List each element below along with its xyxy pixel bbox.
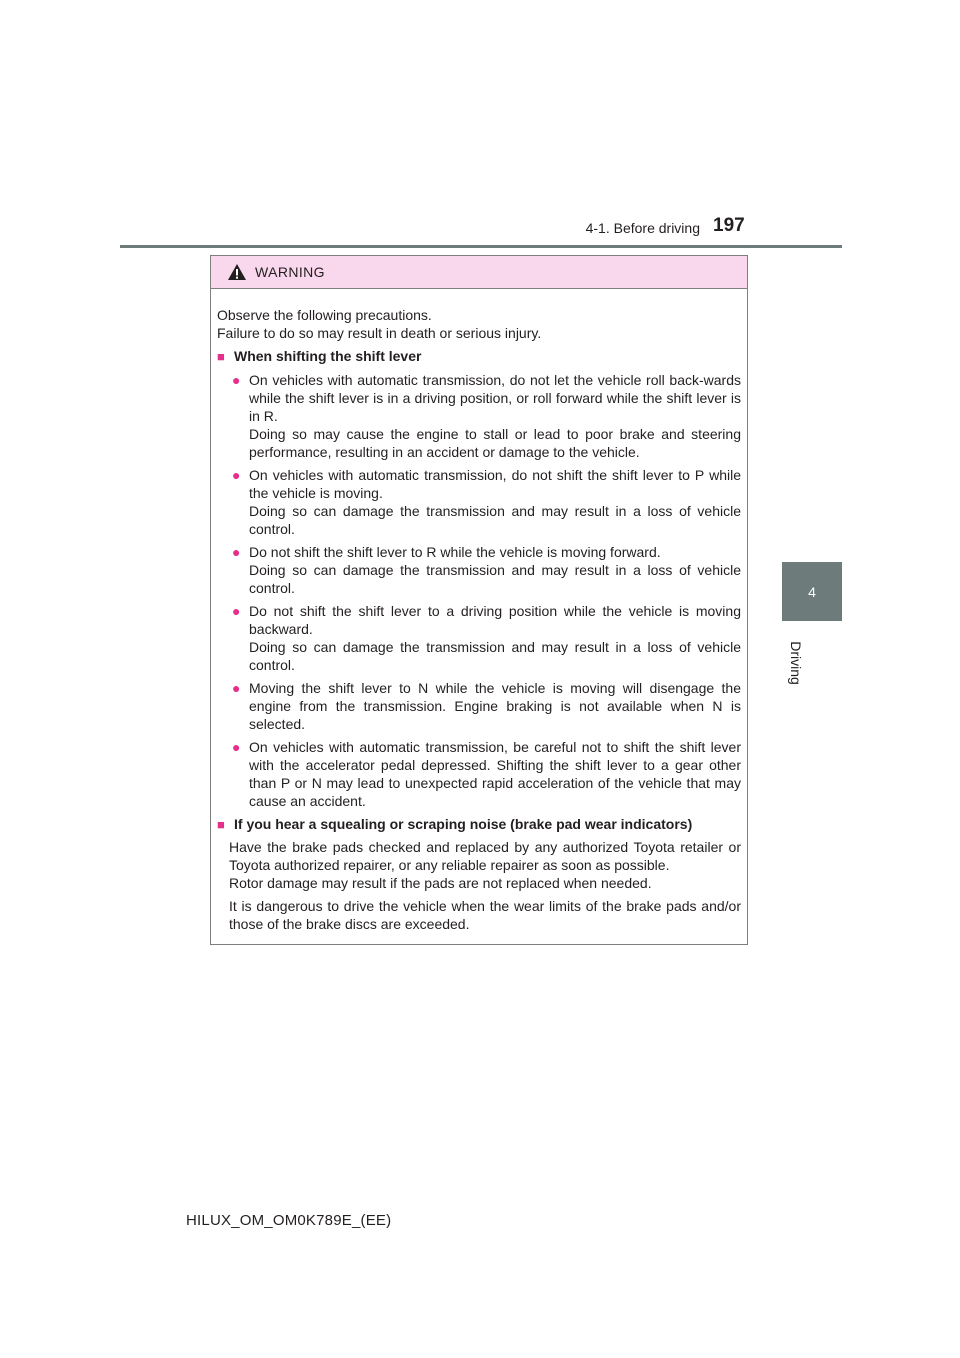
list-item	[217, 602, 741, 674]
bullet-dot-icon: ●	[232, 544, 241, 560]
bullet-text: Doing so can damage the transmission and may result in a loss of vehicle control.	[249, 503, 741, 537]
warning-intro	[217, 306, 741, 342]
section-heading-brake-noise	[217, 815, 741, 834]
section-title: 4-1. Before driving	[585, 220, 700, 236]
bullet-text: Doing so can damage the transmission and may result in a loss of vehicle control.	[249, 562, 741, 596]
paragraph-text: Have the brake pads checked and replaced by any authorized Toyota retailer or Toyota authorized repairer, or any reliable repairer as soon as possible.	[229, 839, 741, 873]
list-item	[217, 543, 741, 597]
paragraph	[217, 838, 741, 892]
paragraph	[217, 897, 741, 933]
list-item	[217, 466, 741, 538]
warning-triangle-icon	[227, 263, 247, 281]
warning-body	[211, 289, 747, 933]
square-bullet-icon: ■	[217, 349, 225, 364]
list-item	[217, 738, 741, 810]
list-item	[217, 679, 741, 733]
bullet-text: Doing so can damage the transmission and may result in a loss of vehicle control.	[249, 639, 741, 673]
section-heading-text: If you hear a squealing or scraping noise (brake pad wear indicators)	[234, 816, 693, 832]
chapter-number: 4	[808, 583, 816, 600]
bullet-text: Do not shift the shift lever to a driving position while the vehicle is moving backward.	[249, 603, 741, 637]
paragraph-text: Rotor damage may result if the pads are not replaced when needed.	[229, 875, 652, 891]
bullet-dot-icon: ●	[232, 739, 241, 755]
bullet-text: Moving the shift lever to N while the vehicle is moving will disengage the engine from the transmission. Engine braking is not available when N is selected.	[249, 680, 741, 732]
bullet-dot-icon: ●	[232, 467, 241, 483]
bullet-text: Doing so may cause the engine to stall or lead to poor brake and steering performance, resulting in an accident or damage to the vehicle.	[249, 426, 741, 460]
bullet-text: On vehicles with automatic transmission, be careful not to shift the shift lever with the accelerator pedal depressed. Shifting the shift lever to a gear other than P or N may lead to unexpected rapid acceleration of the vehicle that may cause an accident.	[249, 739, 741, 809]
warning-header	[211, 256, 747, 289]
list-item	[217, 371, 741, 461]
intro-line: Failure to do so may result in death or serious injury.	[217, 325, 542, 341]
bullet-dot-icon: ●	[232, 680, 241, 696]
bullet-text: On vehicles with automatic transmission, do not let the vehicle roll back-wards while the shift lever is in a driving position, or roll forward while the shift lever is in R.	[249, 372, 741, 424]
paragraph-text: It is dangerous to drive the vehicle when the wear limits of the brake pads and/or those of the brake discs are exceeded.	[229, 898, 741, 932]
warning-title: WARNING	[255, 264, 325, 280]
document-code: HILUX_OM_OM0K789E_(EE)	[186, 1212, 392, 1229]
section-heading-shift-lever	[217, 347, 741, 366]
warning-box	[210, 255, 748, 945]
section-heading-text: When shifting the shift lever	[234, 348, 422, 364]
page-number: 197	[713, 215, 745, 236]
bullet-text: Do not shift the shift lever to R while the vehicle is moving forward.	[249, 544, 661, 560]
square-bullet-icon: ■	[217, 817, 225, 832]
bullet-dot-icon: ●	[232, 603, 241, 619]
header-rule	[120, 245, 842, 248]
chapter-label: Driving	[788, 641, 804, 685]
bullet-text: On vehicles with automatic transmission, do not shift the shift lever to P while the vehicle is moving.	[249, 467, 741, 501]
bullet-dot-icon: ●	[232, 372, 241, 388]
intro-line: Observe the following precautions.	[217, 307, 432, 323]
chapter-tab[interactable]	[782, 562, 842, 621]
